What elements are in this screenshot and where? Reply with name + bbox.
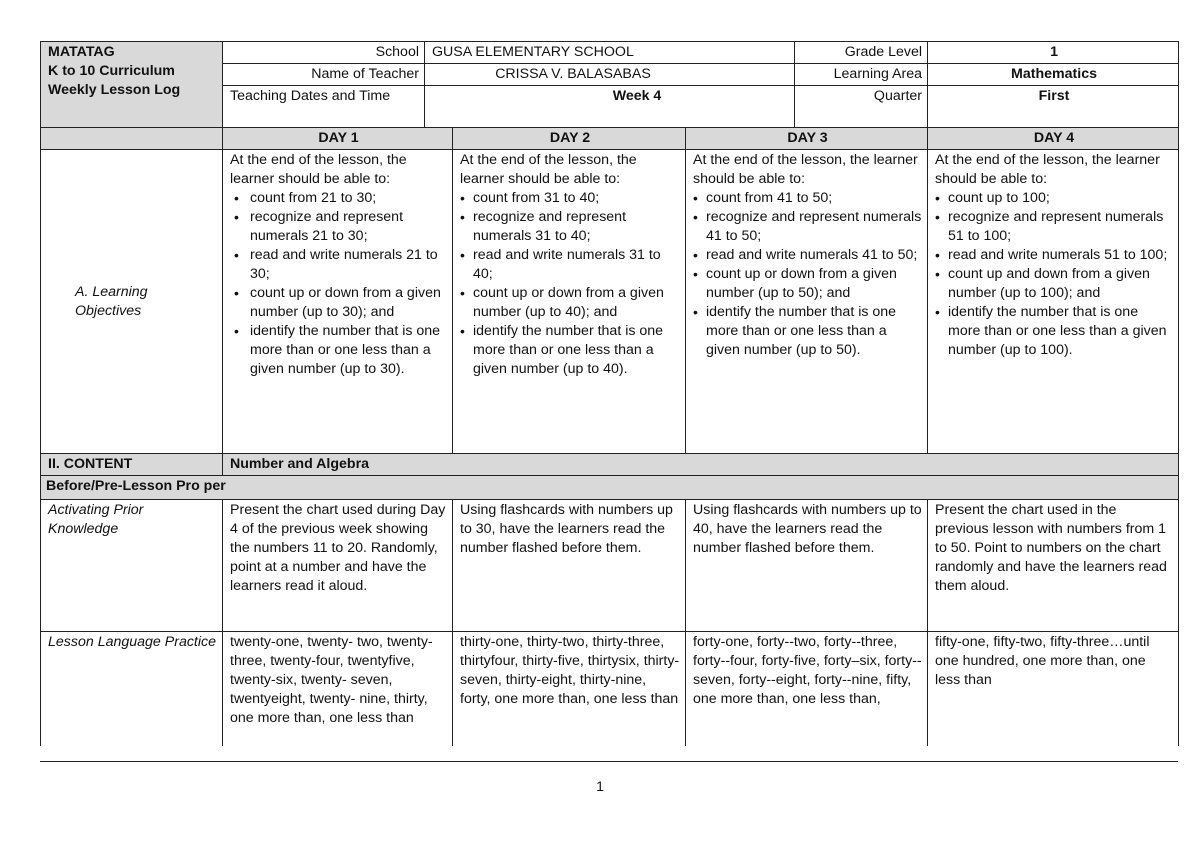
objective-item: • recognize and represent numerals 21 to 30; (230, 208, 447, 246)
day-3-header: DAY 3 (686, 128, 928, 150)
objective-item: • identify the number that is one more than or one less than a given number (up to 30). (230, 322, 447, 379)
grade-level-label: Grade Level (795, 42, 928, 64)
brand-line-2: K to 10 Curriculum (48, 63, 175, 79)
teacher-label: Name of Teacher (223, 64, 425, 86)
grade-level-value: 1 (928, 42, 1179, 64)
teacher-value: CRISSA V. BALASABAS (425, 64, 795, 86)
content-label: II. CONTENT (41, 454, 223, 476)
objective-item: • count from 41 to 50; (693, 189, 922, 208)
learning-area-value: Mathematics (928, 64, 1179, 86)
table-bottom-border (40, 761, 1178, 762)
day-2-objectives (453, 150, 686, 454)
objective-item: • count up or down from a given number (up to 40); and (460, 284, 680, 322)
day-header-blank (41, 128, 223, 150)
day-1-objectives (223, 150, 453, 454)
day-4-header: DAY 4 (928, 128, 1179, 150)
day-3-language: forty-one, forty--two, forty--three, forty--four, forty-five, forty–six, forty--seven, forty--eight, forty--nine, fifty, one more than, one less than, (686, 632, 928, 746)
objective-item: • identify the number that is one more than or one less than a given number (up to 40). (460, 322, 680, 379)
day-1-language: twenty-one, twenty- two, twenty-three, twenty-four, twentyfive, twenty-six, twenty- seven, twentyeight, twenty- nine, thirty, one more than, one less than (223, 632, 453, 746)
objective-item: • read and write numerals 21 to 30; (230, 246, 447, 284)
school-value: GUSA ELEMENTARY SCHOOL (425, 42, 795, 64)
week-value: Week 4 (425, 86, 795, 128)
learning-objectives-label: A. Learning Objectives (41, 150, 223, 454)
objectives-intro: At the end of the lesson, the learner should be able to: (935, 152, 1160, 187)
objective-item: • recognize and represent numerals 41 to 50; (693, 208, 922, 246)
activating-prior-knowledge-label: Activating Prior Knowledge (41, 500, 223, 632)
objective-item: • count up or down from a given number (up to 30); and (230, 284, 447, 322)
objective-item: • count from 31 to 40; (460, 189, 680, 208)
objective-item: • count up to 100; (935, 189, 1173, 208)
objective-item: • recognize and represent numerals 51 to 100; (935, 208, 1173, 246)
day-3-activating: Using flashcards with numbers up to 40, have the learners read the number flashed before them. (686, 500, 928, 632)
day-3-objectives (686, 150, 928, 454)
objective-item: • count up or down from a given number (up to 50); and (693, 265, 922, 303)
objective-item: • identify the number that is one more than or one less than a given number (up to 50). (693, 303, 922, 360)
objective-item: • read and write numerals 41 to 50; (693, 246, 922, 265)
day-4-activating: Present the chart used in the previous lesson with numbers from 1 to 50. Point to numbers on the chart randomly and have the learners read them aloud. (928, 500, 1179, 632)
curriculum-brand (41, 42, 223, 128)
objective-item: • count from 21 to 30; (230, 189, 447, 208)
day-4-objectives (928, 150, 1179, 454)
pre-lesson-heading: Before/Pre-Lesson Pro per (41, 476, 1179, 500)
content-value: Number and Algebra (223, 454, 1179, 476)
weekly-lesson-log-table (40, 41, 1179, 746)
objective-item: • read and write numerals 31 to 40; (460, 246, 680, 284)
objectives-intro: At the end of the lesson, the learner should be able to: (460, 152, 637, 187)
objectives-intro: At the end of the lesson, the learner should be able to: (230, 152, 407, 187)
quarter-value: First (928, 86, 1179, 128)
teaching-dates-label: Teaching Dates and Time (223, 86, 425, 128)
objectives-intro: At the end of the lesson, the learner should be able to: (693, 152, 918, 187)
lesson-language-practice-label: Lesson Language Practice (41, 632, 223, 746)
objective-item: • recognize and represent numerals 31 to 40; (460, 208, 680, 246)
brand-line-1: MATATAG (48, 44, 115, 60)
brand-line-3: Weekly Lesson Log (48, 82, 181, 98)
objective-item: • count up and down from a given number (up to 100); and (935, 265, 1173, 303)
school-label: School (223, 42, 425, 64)
day-2-language: thirty-one, thirty-two, thirty-three, thirtyfour, thirty-five, thirtysix, thirty-seven, thirty-eight, thirty-nine, forty, one more than, one less than (453, 632, 686, 746)
day-2-header: DAY 2 (453, 128, 686, 150)
objective-item: • read and write numerals 51 to 100; (935, 246, 1173, 265)
learning-area-label: Learning Area (795, 64, 928, 86)
quarter-label: Quarter (795, 86, 928, 128)
day-4-language: fifty-one, fifty-two, fifty-three…until one hundred, one more than, one less than (928, 632, 1179, 746)
day-1-activating: Present the chart used during Day 4 of the previous week showing the numbers 11 to 20. Randomly, point at a number and have the learners read it aloud. (223, 500, 453, 632)
day-2-activating: Using flashcards with numbers up to 30, have the learners read the number flashed before them. (453, 500, 686, 632)
objective-item: • identify the number that is one more than or one less than a given number (up to 100). (935, 303, 1173, 360)
page-number: 1 (596, 778, 604, 794)
day-1-header: DAY 1 (223, 128, 453, 150)
